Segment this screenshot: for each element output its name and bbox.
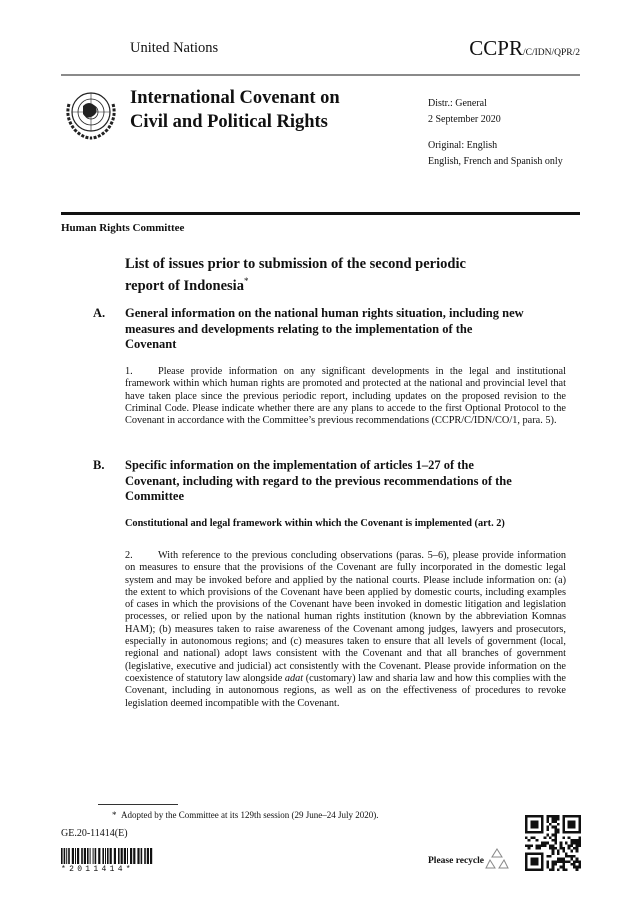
- subsection-heading: Constitutional and legal framework within which the Covenant is implemented (art. 2): [125, 518, 505, 529]
- paragraph-number: 2.: [125, 550, 133, 561]
- recycle-label: Please recycle: [428, 856, 484, 866]
- paragraph-text-cont: (customary) law and sharia law and how this complies with the Covenant, including in autonomous regions, as well as on the effectiveness of procedures to revoke legislation deemed incompatible with the Covenant.: [125, 672, 566, 709]
- paragraph-text: Please provide information on any significant developments in the legal and institutional framework within which human rights are promoted and protected at the national and provincial level that have taken place since the previous periodic report, including updates on the proposed revision to the Criminal Code. Please indicate whether there are any plans to accede to the first Optional Protocol to the Covenant in accordance with the Committee’s previous recommendations (CCPR/C/IDN/CO/1, para. 5).: [125, 366, 566, 427]
- document-metadata: [428, 96, 563, 170]
- paragraph-number: 1.: [125, 366, 133, 377]
- original-language: Original: English: [428, 140, 498, 151]
- title-line-2: Civil and Political Rights: [130, 112, 328, 132]
- header-divider: [61, 74, 580, 76]
- treaty-title: [130, 86, 340, 134]
- languages: English, French and Spanish only: [428, 156, 563, 167]
- document-title: [125, 256, 505, 295]
- italic-term: adat: [284, 672, 304, 684]
- symbol-main: CCPR: [469, 36, 523, 60]
- title-divider: [61, 212, 580, 215]
- title-line-1: International Covenant on: [130, 88, 340, 108]
- section-a-heading: General information on the national human rights situation, including new measures and developments relating to the implementation of the Covenant: [125, 306, 524, 351]
- barcode-text: *2011414*: [61, 865, 134, 874]
- footnote: [112, 810, 378, 820]
- footnote-text: Adopted by the Committee at its 129th session (29 June–24 July 2020).: [121, 810, 379, 820]
- paragraph-text: With reference to the previous concluding observations (paras. 5–6), please provide information on measures to ensure that the provisions of the Covenant are fully incorporated in the domestic legal system and may be invoked before and applied by the national courts. Please include information on: (a) the extent to which provisions of the Covenant have been applied by domestic courts, including examples of cases in which the provisions of the Covenant have been invoked in domestic litigation and legislation processes, or relied upon by the national human rights institution (known by the abbreviation Komnas HAM); (b) measures taken to raise awareness of the Covenant among judges, lawyers and prosecutors, especially in autonomous regions; and (c) measures taken to ensure that all levels of government (local, regional and national) adopt laws consistent with the Covenant and that all branches of government (legislative, executive and judicial) act consistently with the Covenant. Please provide information on the coexistence of statutory law alongside: [125, 550, 566, 684]
- organization-name: United Nations: [130, 40, 219, 56]
- un-emblem-icon: [61, 84, 121, 144]
- footnote-reference[interactable]: *: [243, 276, 249, 286]
- footnote-divider: [98, 804, 178, 805]
- recycle-icon: [484, 846, 510, 872]
- paragraph-1: [125, 366, 566, 427]
- section-b-heading: Specific information on the implementation of articles 1–27 of the Covenant, including with regard to the previous recommendations of the Committee: [125, 458, 512, 503]
- date: 2 September 2020: [428, 114, 501, 125]
- qr-code-icon: [525, 815, 581, 871]
- section-b-letter: B.: [93, 458, 105, 472]
- job-number: GE.20-11414(E): [61, 828, 128, 839]
- committee-name: Human Rights Committee: [61, 222, 185, 234]
- symbol-suffix: /C/IDN/QPR/2: [522, 48, 580, 58]
- barcode-icon: [61, 848, 153, 864]
- footnote-mark: *: [112, 810, 117, 820]
- distribution: Distr.: General: [428, 98, 487, 109]
- paragraph-2: [125, 550, 566, 710]
- document-title-text: List of issues prior to submission of the second periodic report of Indonesia: [125, 256, 466, 294]
- section-a-letter: A.: [93, 306, 106, 320]
- document-symbol: [469, 36, 580, 61]
